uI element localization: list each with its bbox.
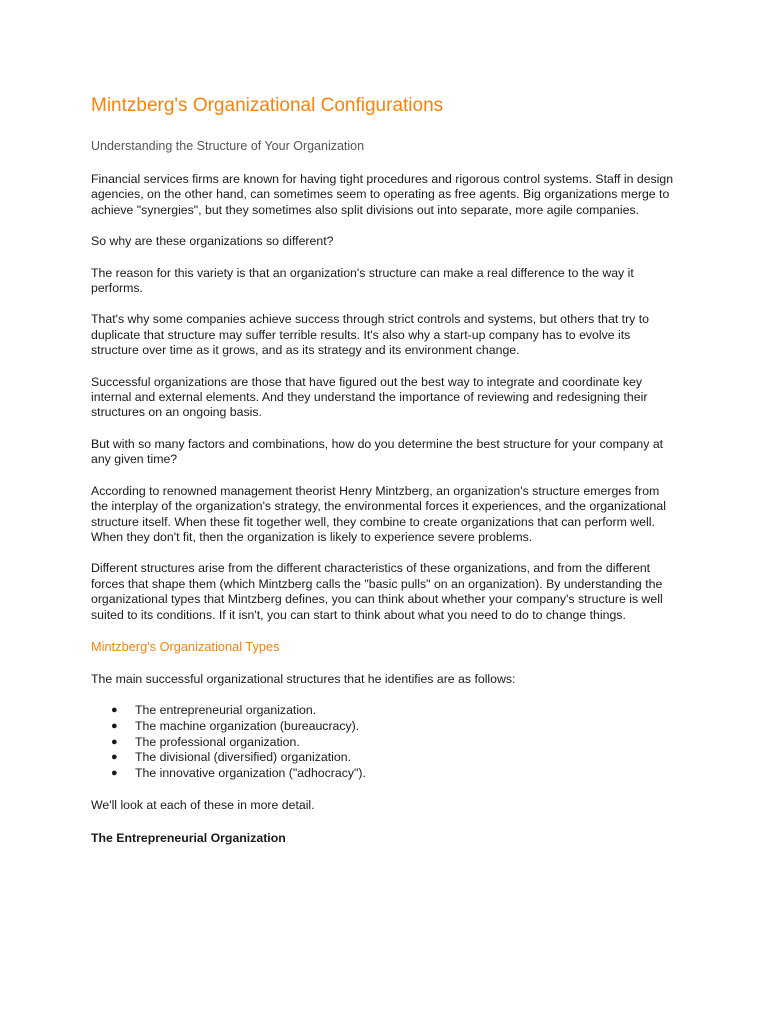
bullet-icon: ●	[111, 735, 118, 748]
section-heading: Mintzberg's Organizational Types	[91, 638, 280, 654]
bullet-icon: ●	[111, 751, 118, 764]
list-item	[91, 735, 676, 751]
bullet-list	[91, 703, 676, 781]
bullet-icon: ●	[111, 766, 118, 779]
subheading: The Entrepreneurial Organization	[91, 830, 286, 845]
page-subtitle: Understanding the Structure of Your Organization	[91, 139, 365, 153]
paragraph: Successful organizations are those that have figured out the best way to integrate and coordinate key internal and external elements. And they understand the importance of reviewing and redesigning their structures on an ongoing basis.	[91, 374, 648, 420]
bullet-icon: ●	[111, 704, 118, 717]
paragraph: The reason for this variety is that an organization's structure can make a real difference to the way it performs.	[91, 265, 634, 296]
list-item	[91, 750, 676, 766]
bullet-icon: ●	[111, 719, 118, 732]
list-intro: The main successful organizational structures that he identifies are as follows:	[91, 671, 516, 686]
paragraph: But with so many factors and combinations, how do you determine the best structure for your company at any given time?	[91, 436, 664, 467]
list-item	[91, 703, 676, 719]
closing-paragraph: We'll look at each of these in more detail.	[91, 798, 315, 813]
paragraph: According to renowned management theorist Henry Mintzberg, an organization's structure emerges from the interplay of the organization's strategy, the environmental forces it experiences, and the organizational structure itself. When these fit together well, they combine to create organizations that can perform well. When they don't fit, then the organization is likely to experience severe problems.	[91, 483, 666, 544]
paragraph: So why are these organizations so different?	[91, 234, 334, 249]
list-item-text: The professional organization.	[135, 734, 300, 749]
list-item-text: The entrepreneurial organization.	[135, 703, 317, 718]
paragraph: Different structures arise from the different characteristics of these organizations, and from the different forces that shape them (which Mintzberg calls the "basic pulls" on an organization). By understanding the organizational types that Mintzberg defines, you can think about whether your company's structure is well suited to its conditions. If it isn't, you can start to think about what you need to do to change things.	[91, 561, 663, 622]
list-item-text: The machine organization (bureaucracy).	[135, 718, 360, 733]
paragraph: Financial services firms are known for having tight procedures and rigorous control systems. Staff in design agencies, on the other hand, can sometimes seem to operating as free agents. Big organizations merge to achieve "synergies", but they sometimes also split divisions out into separate, more agile companies.	[91, 172, 674, 217]
list-item-text: The divisional (diversified) organization.	[135, 750, 351, 765]
page-title: Mintzberg's Organizational Configurations	[91, 95, 444, 116]
list-item	[91, 719, 676, 735]
list-item-text: The innovative organization ("adhocracy").	[135, 765, 366, 780]
paragraph: That's why some companies achieve success through strict controls and systems, but others that try to duplicate that structure may suffer terrible results. It's also why a start-up company has to evolve its structure over time as it grows, and as its strategy and its environment change.	[91, 312, 650, 358]
list-item	[91, 766, 676, 782]
